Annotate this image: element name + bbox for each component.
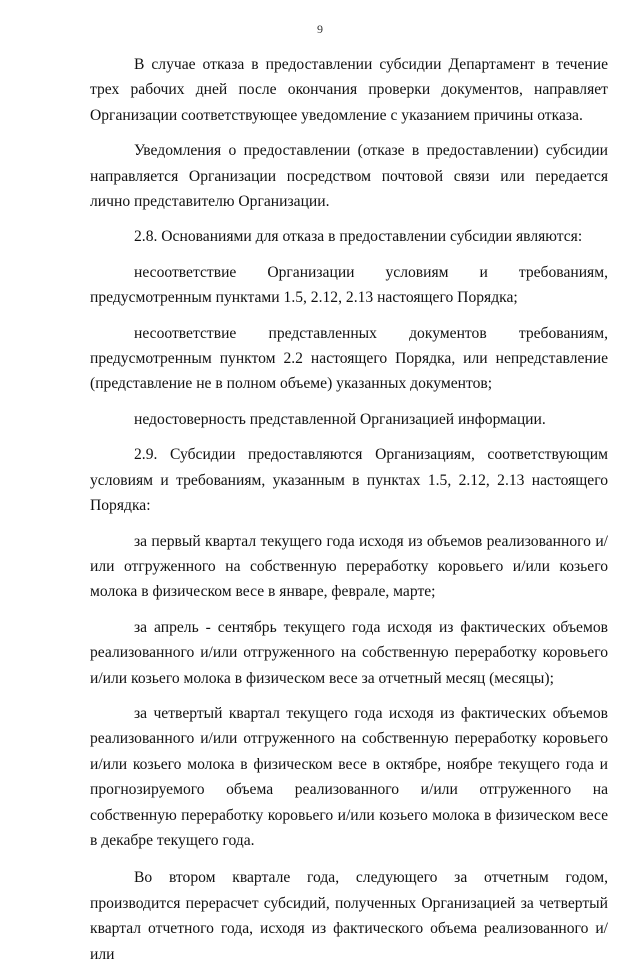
paragraph-recalculation: Во втором квартале года, следующего за отчетным годом, производится перерасчет субсидий, полученных Организацией за четвертый квартал отчетного года, исходя из фактического объема реализованного и/или [90, 869, 608, 963]
paragraph-refusal-notice: В случае отказа в предоставлении субсидии Департамент в течение трех рабочих дней после окончания проверки документов, направляет Организации соответствующее уведомление с указанием причины отказа. [90, 56, 608, 124]
paragraph-refusal-reason-3: недостоверность представленной Организацией информации. [134, 410, 546, 428]
paragraph-section-2-9: 2.9. Субсидии предоставляются Организациям, соответствующим условиям и требованиям, указанным в пунктах 1.5, 2.12, 2.13 настоящего Порядка: [90, 446, 608, 515]
paragraph-refusal-reason-1: несоответствие Организации условиям и требованиям, предусмотренным пунктами 1.5, 2.12, 2.13 настоящего Порядка; [90, 263, 608, 307]
paragraph-section-2-8: 2.8. Основаниями для отказа в предоставлении субсидии являются: [134, 228, 583, 246]
paragraph-fourth-quarter: за четвертый квартал текущего года исходя из фактических объемов реализованного и/или отгруженного на собственную переработку коровьего и/или козьего молока в физическом весе в октябре, ноябре текущего года и прогнозируемого объема реализованного и/или отгруженного на собственную переработку коровьего и/или козьего молока в физическом весе в декабре текущего года. [90, 704, 608, 849]
paragraph-first-quarter: за первый квартал текущего года исходя из объемов реализованного и/или отгруженного на собственную переработку коровьего и/или козьего молока в физическом весе в январе, феврале, марте; [90, 532, 608, 601]
paragraph-notification-delivery: Уведомления о предоставлении (отказе в предоставлении) субсидии направляется Организации посредством почтовой связи или передается лично представителю Организации. [90, 142, 608, 211]
document-body [90, 52, 608, 967]
paragraph-april-september: за апрель - сентябрь текущего года исходя из фактических объемов реализованного и/или отгруженного на собственную переработку коровьего и/или козьего молока в физическом весе за отчетный месяц (месяцы); [90, 618, 608, 687]
page-number: 9 [317, 22, 323, 36]
paragraph-refusal-reason-2: несоответствие представленных документов требованиям, предусмотренным пунктом 2.2 настоящего Порядка, или непредставление (представление не в полном объеме) указанных документов; [90, 324, 608, 393]
